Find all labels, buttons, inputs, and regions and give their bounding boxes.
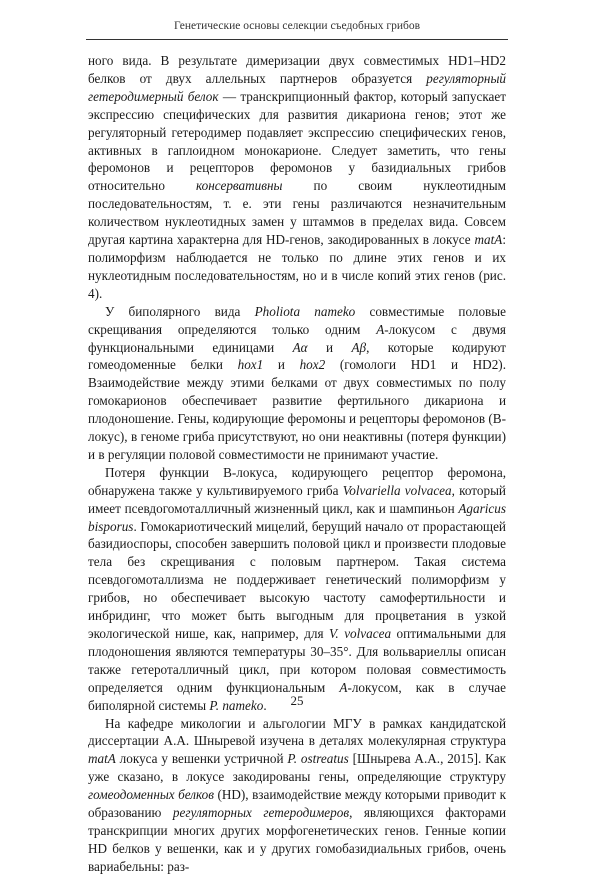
italic-term: регуляторных гетеродимеров [172,805,350,821]
text-run: (гомологи HD1 и HD2). Взаимодействие между этими белками от двух совместимых по полу гомокарионов обеспечивает развитие фертильного дикариона и плодоношение. Гены, кодирующие феромоны и рецепторы феромонов (B-локус), в геноме гриба присутствуют, но они неактивны (потеря функции) и в регуляции половой совместимости не принимают участие. [88,357,506,462]
body-text [88,52,506,876]
italic-term: гомеодоменных белков [88,787,215,803]
text-run: по своим нуклеотидным последовательностям, т. е. эти гены различаются незначительным количеством нуклеотидных замен у штаммов в пределах вида. Совсем другая картина характерна для HD-генов, закодированных в локусе [88,178,507,248]
italic-term: Aα [292,339,308,355]
paragraph [88,303,506,464]
italic-term: A [376,321,385,337]
paragraph [88,715,506,876]
italic-term: V. volvacea [329,626,392,641]
italic-term: matA [474,232,503,248]
italic-term: P. nameko [209,697,264,713]
text-run: совместимые половые скрещивания определяются только одним [88,303,506,337]
text-run: [Шнырева А.А., 2015]. Как уже сказано, в локусе закодированы гены, определяющие структуру [88,751,506,785]
text-run: : полиморфизм наблюдается не только по длине этих генов и их нуклеотидным последовательностям, но и в числе копий этих генов (рис. 4). [88,232,506,301]
text-run: оптимальными для плодоношения являются температуры 30–35°. Для вольвариеллы описан также гетероталличный цикл, при котором половая совместимость определяется одним функциональным [88,626,506,695]
paragraph [88,52,506,303]
text-run: У биполярного вида [105,303,255,319]
italic-term: A [339,679,348,695]
italic-term: hox1 [237,357,264,373]
text-run: Потеря функции B-локуса, кодирующего рецептор феромона, обнаружена также у культивируемого гриба [88,464,506,498]
italic-term: matA [88,751,116,767]
italic-term: hox2 [299,357,326,373]
text-run: -локусом, как в случае биполярной системы [88,679,506,713]
text-run: . Гомокариотический мицелий, берущий начало от прорастающей базидиоспоры, способен завершить половой цикл и произвести плодовые тела без скрещивания с половым партнером. Такая система псевдогомоталлизма не поддерживает генетический полиморфизм у грибов, но обеспечивает высокую частоту самофертильности и инбридинг, что может быть выгодным для процветания в узкой экологической нише, как, например, для [88,518,506,641]
paragraph [88,464,506,715]
page-number: 25 [290,693,304,708]
running-header: Генетические основы селекции съедобных грибов [173,20,421,32]
italic-term: Pholiota nameko [254,303,356,319]
text-run: , являющихся факторами транскрипции многих других морфогенетических генов. Генные копии HD белков у вешенки, как и у других гомобазидиальных грибов, очень вариабельны: раз- [88,805,507,874]
text-run: , который имеет псевдогомоталличный жизненный цикл, как и шампиньон [88,482,506,516]
text-run: и [263,357,300,373]
italic-term: Agaricus bisporus [88,500,506,534]
italic-term: регуляторный гетеродимерный белок [88,70,506,104]
text-run: На кафедре микологии и альгологии МГУ в рамках кандидатской диссертации А.А. Шныревой изучена в деталях молекулярная структура [88,715,506,749]
italic-term: Volvariella volvacea [342,482,452,498]
italic-term: P. ostreatus [287,751,349,767]
text-run: — транскрипционный фактор, который запускает экспрессию специфических для развития дикариона генов; этот же регуляторный гетеродимер подавляет экспрессию специфических генов, активных в гаплоидном монокарионе. Следует заметить, что гены феромонов и рецепторов феромонов у базидиальных грибов относительно [88,88,506,194]
text-run: . [263,697,267,713]
italic-term: консервативны [196,178,283,194]
text-run: -локусом с двумя функциональными единицами [88,321,506,355]
italic-term: Aβ [351,339,367,355]
text-run: локуса у вешенки устричной [115,751,288,767]
text-run: и [307,339,352,355]
text-run: , которые кодируют гомеодоменные белки [88,339,506,373]
header-divider [86,39,508,40]
text-run: ного вида. В результате димеризации двух совместимых HD1–HD2 белков от двух аллельных партнеров образуется [88,53,506,86]
text-run: (HD), взаимодействие между которыми приводит к образованию [88,787,506,821]
